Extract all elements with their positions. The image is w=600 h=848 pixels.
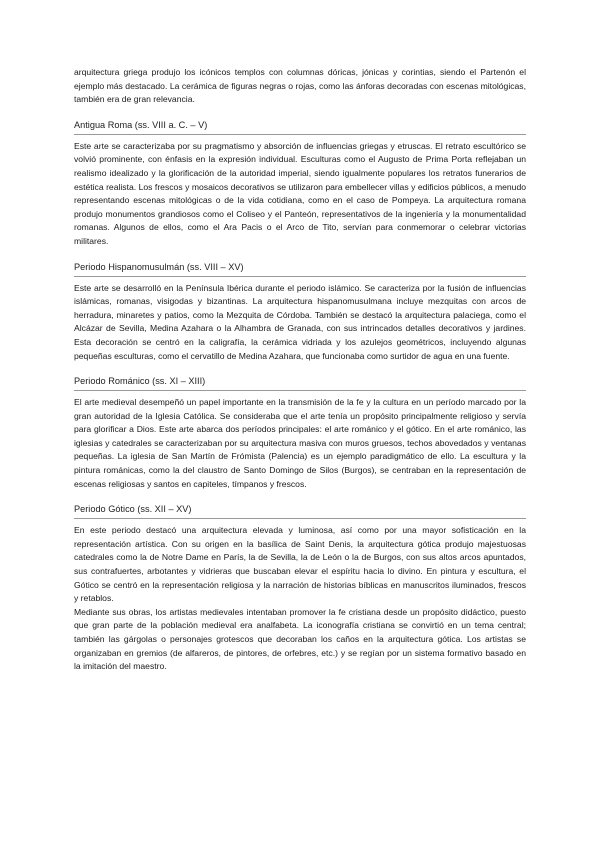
- section-divider: [74, 390, 526, 391]
- section-paragraph: Este arte se desarrolló en la Península Ibérica durante el periodo islámico. Se caracteriza por la fusión de influencias islámicas, romanas, visigodas y bizantinas. La arquitectura hispanomusulmana incluye mezquitas con arcos de herradura, minaretes y patios, como la Mezquita de Córdoba. También se destacó la arquitectura palaciega, como el Alcázar de Sevilla, Medina Azahara o la Alhambra de Granada, con sus intrincados detalles decorativos y jardines. Esta decoración se centró en la caligrafía, la cerámica vidriada y los azulejos geométricos, incluyendo algunas pequeñas esculturas, como el cervatillo de Medina Azahara, que funcionaba como surtidor de agua en una fuente.: [74, 282, 526, 361]
- section-heading: Periodo Hispanomusulmán (ss. VIII – XV): [74, 261, 244, 272]
- section-paragraph: Este arte se caracterizaba por su pragmatismo y absorción de influencias griegas y etruscas. El retrato escultórico se volvió prominente, con énfasis en la expresión individual. Esculturas como el Augusto de Prima Porta reflejaban un realismo idealizado y la glorificación de la autoridad imperial, siendo igualmente populares los retratos funerarios de estética realista. Los frescos y mosaicos decorativos se utilizaron para embellecer villas y edificios públicos, a menudo representando escenas mitológicas o de la vida cotidiana, como en el caso de Pompeya. La arquitectura romana produjo monumentos grandiosos como el Coliseo y el Panteón, representativos de la ingeniería y la monumentalidad romanas. Algunos de ellos, como el Ara Pacis o el Arco de Tito, servían para conmemorar o celebrar victorias militares.: [74, 140, 526, 246]
- section-paragraph: Mediante sus obras, los artistas medievales intentaban promover la fe cristiana desde un propósito didáctico, puesto que gran parte de la población medieval era analfabeta. La iconografía cristiana se convirtió en un tema central; también las gárgolas o personajes grotescos que decoraban los caños en la arquitectura gótica. Los artistas se organizaban en gremios (de alfareros, de pintores, de orfebres, etc.) y se regían por un sistema formativo basado en la imitación del maestro.: [74, 606, 526, 672]
- section-paragraph: En este periodo destacó una arquitectura elevada y luminosa, así como por una mayor sofisticación en la representación artística. Con su origen en la basílica de Saint Denis, la arquitectura gótica produjo majestuosas catedrales como la de Notre Dame en París, la de Sevilla, la de León o la de Burgos, con sus altos arcos apuntados, sus contrafuertes, arbotantes y vidrieras que buscaban elevar el espíritu hacia lo divino. En pintura y escultura, el Gótico se centró en la representación religiosa y la narración de historias bíblicas en manuscritos iluminados, frescos y retablos.: [74, 525, 526, 604]
- section-antigua-roma: [74, 119, 526, 249]
- section-divider: [74, 276, 526, 277]
- section-heading: Periodo Románico (ss. XI – XIII): [74, 376, 206, 387]
- section-heading: Antigua Roma (ss. VIII a. C. – V): [74, 119, 208, 130]
- section-heading: Periodo Gótico (ss. XII – XV): [74, 504, 192, 515]
- section-divider: [74, 134, 526, 135]
- section-divider: [74, 518, 526, 519]
- section-romanico: [74, 375, 526, 491]
- intro-paragraph: arquitectura griega produjo los icónicos templos con columnas dóricas, jónicas y corintias, siendo el Partenón el ejemplo más destacado. La cerámica de figuras negras o rojas, como las ánforas decoradas con escenas mitológicas, también era de gran relevancia.: [74, 67, 526, 105]
- section-paragraph: El arte medieval desempeñó un papel importante en la transmisión de la fe y la cultura en un período marcado por la gran autoridad de la Iglesia Católica. Se consideraba que el arte tenía un propósito principalmente religioso y servía para glorificar a Dios. Este arte abarca dos períodos principales: el arte románico y el gótico. En el arte románico, las iglesias y catedrales se caracterizaban por su arquitectura masiva con muros gruesos, techos abovedados y ventanas pequeñas. La iglesia de San Martín de Frómista (Palencia) es un ejemplo paradigmático de ello. La escultura y la pintura románicas, como la del claustro de Santo Domingo de Silos (Burgos), se centraban en la representación de escenas religiosas y santos en capiteles, tímpanos y frescos.: [74, 397, 526, 489]
- section-gotico: [74, 503, 526, 674]
- section-hispanomusulman: [74, 261, 526, 364]
